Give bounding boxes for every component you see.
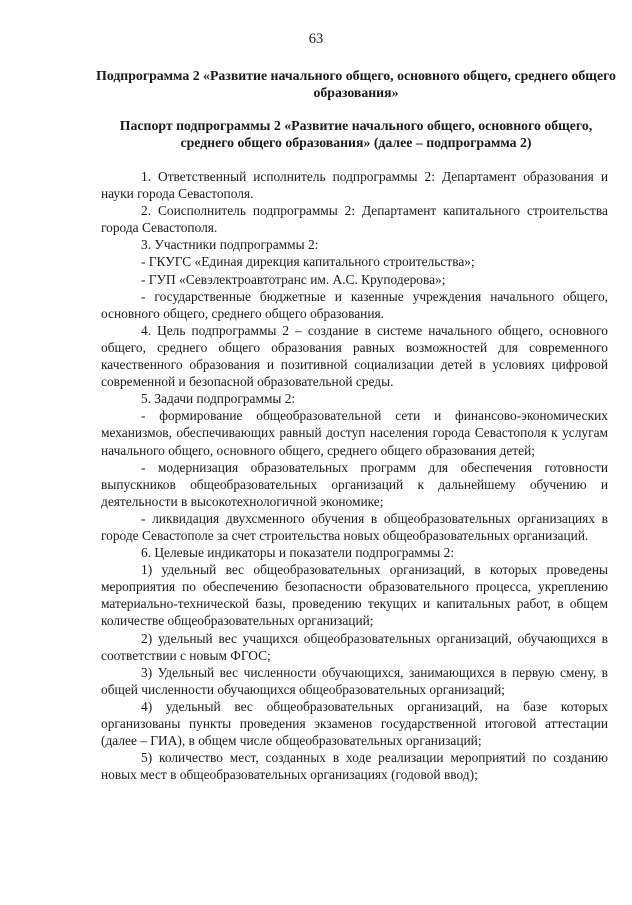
paragraph-goal: 4. Цель подпрограммы 2 – создание в системе начального общего, основного общего, среднего общего образования равных возможностей для современного качественного образования и позитивной социализации детей в условиях цифровой современной и безопасной образовательной среды. [101,322,608,390]
subprogram-title: Подпрограмма 2 «Развитие начального общего, основного общего, среднего общего образования» [96,68,616,100]
paragraph-participant-item: - ГКУГС «Единая дирекция капитального строительства»; [141,254,475,270]
paragraph-indicator-item: 3) Удельный вес численности обучающихся, занимающихся в первую смену, в общей численности обучающихся общеобразовательных организаций; [101,664,608,697]
paragraph-task-item: - модернизация образовательных программ для обеспечения готовности выпускников общеобразовательных организаций к дальнейшему обучению и деятельности в высокотехнологичной экономике; [101,459,608,509]
paragraph-indicator-item: 2) удельный вес учащихся общеобразовательных организаций, обучающихся в соответствии с новым ФГОС; [101,630,608,663]
paragraph-task-item: - формирование общеобразовательной сети и финансово-экономических механизмов, обеспечивающих равный доступ населения города Севастополя к услугам начального общего, основного общего, среднего общего образования детей; [101,408,608,458]
paragraph-indicator-item: 5) количество мест, созданных в ходе реализации мероприятий по созданию новых мест в общеобразовательных организациях (годовой ввод); [101,750,608,783]
page-number: 63 [308,31,324,47]
paragraph-task-item: - ликвидация двухсменного обучения в общеобразовательных организациях в городе Севастополе за счет строительства новых общеобразовательных организаций. [101,510,608,543]
paragraph-co-executor: 2. Соисполнитель подпрограммы 2: Департамент капитального строительства города Севастополя. [101,203,608,236]
passport-title: Паспорт подпрограммы 2 «Развитие начального общего, основного общего, среднего общего образования» (далее – подпрограмма 2) [119,118,593,150]
document-body [101,168,608,783]
paragraph-responsible-executor: 1. Ответственный исполнитель подпрограммы 2: Департамент образования и науки города Севастополя. [101,169,608,202]
paragraph-participants-heading: 3. Участники подпрограммы 2: [141,237,319,253]
paragraph-participant-item: - ГУП «Севэлектроавтотранс им. А.С. Круподерова»; [141,271,446,287]
paragraph-indicator-item: 1) удельный вес общеобразовательных организаций, в которых проведены мероприятия по обеспечению безопасности образовательного процесса, укреплению материально-технической базы, проведению текущих и капитальных работ, в общем количестве общеобразовательных организаций; [101,562,608,629]
paragraph-indicators-heading: 6. Целевые индикаторы и показатели подпрограммы 2: [141,545,455,561]
paragraph-indicator-item: 4) удельный вес общеобразовательных организаций, на базе которых организованы пункты проведения экзаменов государственной итоговой аттестации (далее – ГИА), в общем числе общеобразовательных организаций; [101,698,608,749]
paragraph-participant-item: - государственные бюджетные и казенные учреждения начального общего, основного общего, среднего общего образования. [101,288,608,321]
paragraph-tasks-heading: 5. Задачи подпрограммы 2: [141,391,296,407]
